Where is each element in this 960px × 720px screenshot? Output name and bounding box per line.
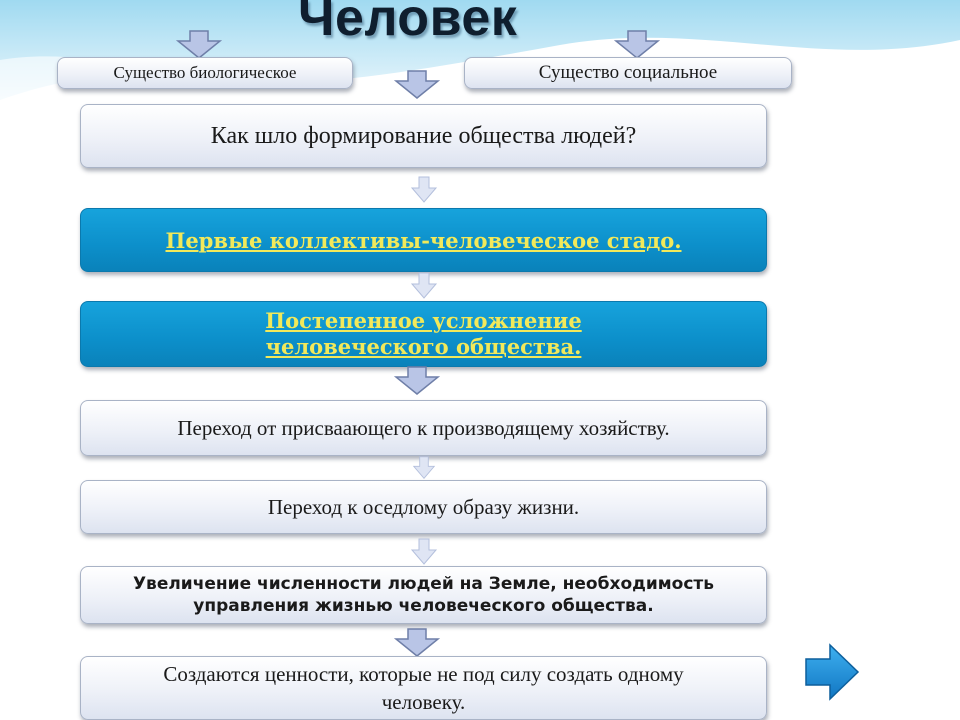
flow-step-text: Увеличение численности людей на Земле, необходимость управления жизнью человеческого общества.	[132, 573, 715, 616]
flow-step-link[interactable]: Первые коллективы-человеческое стадо.	[165, 227, 682, 253]
flow-step-text: Переход к оседлому образу жизни.	[267, 494, 580, 519]
flow-step-population-growth	[80, 566, 767, 624]
down-arrow-icon	[410, 456, 438, 480]
label-social-being	[464, 57, 792, 89]
flow-step-values-created	[80, 656, 767, 720]
label-biological-text: Существо биологическое	[113, 63, 297, 82]
flow-step-human-herd[interactable]	[80, 208, 767, 272]
flow-step-text: Как шло формирование общества людей?	[210, 122, 637, 149]
flow-step-economy-transition	[80, 400, 767, 456]
flow-step-settled-life	[80, 480, 767, 534]
label-biological-being	[57, 57, 353, 89]
next-slide-arrow-icon[interactable]	[804, 643, 860, 701]
down-arrow-icon	[392, 628, 442, 658]
flow-step-link[interactable]: Постепенное усложнение человеческого общества.	[265, 307, 582, 359]
down-arrow-icon	[392, 366, 442, 396]
flow-step-question	[80, 104, 767, 168]
label-social-text: Существо социальное	[538, 62, 718, 83]
down-arrow-icon	[410, 272, 438, 300]
flow-step-text: Создаются ценности, которые не под силу создать одному человеку.	[163, 661, 684, 714]
flow-step-text: Переход от присваающего к производящему хозяйству.	[177, 415, 670, 440]
down-arrow-icon	[392, 70, 442, 100]
down-arrow-icon	[612, 30, 662, 60]
flow-step-society-complexity[interactable]	[80, 301, 767, 367]
down-arrow-icon	[410, 176, 438, 204]
page-title: Человек	[298, 0, 518, 47]
down-arrow-icon	[410, 538, 438, 566]
down-arrow-icon	[174, 30, 224, 60]
